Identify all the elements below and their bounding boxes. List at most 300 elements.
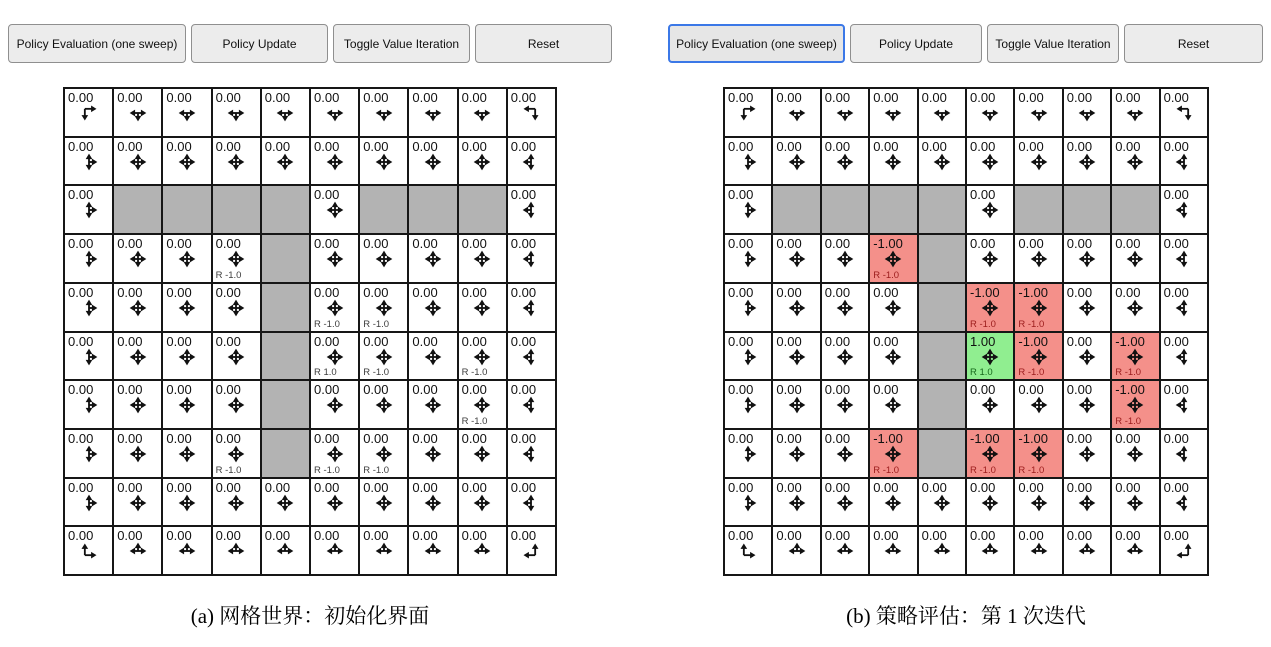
cell-value: 0.00 (1066, 382, 1093, 398)
grid-cell (213, 284, 260, 331)
grid-cell (822, 89, 868, 136)
cell-value: 0.00 (728, 90, 754, 105)
cell-value: 0.00 (68, 236, 94, 252)
policy-arrow-icon-lur (213, 541, 260, 561)
wall-cell (919, 235, 965, 282)
policy-arrow-icon-udlr (822, 249, 868, 269)
cell-value: 0.00 (412, 382, 438, 398)
cell-value: 0.00 (776, 430, 802, 446)
policy-arrow-icon-udlr (311, 395, 358, 415)
cell-value: -1.00 (873, 236, 903, 252)
grid-cell (1112, 381, 1158, 428)
policy-arrow-icon-udlr (213, 395, 260, 415)
grid-cell (870, 138, 916, 185)
grid-cell (213, 381, 260, 428)
cell-value: 0.00 (1115, 90, 1141, 105)
cell-value: 0.00 (166, 333, 192, 349)
cell-value: 0.00 (776, 382, 802, 398)
cell-value: 0.00 (510, 479, 537, 495)
cell-value: 0.00 (68, 187, 94, 203)
policy-arrow-icon-udlr (459, 444, 506, 464)
policy-arrow-icon-uld (508, 395, 555, 415)
cell-value: 0.00 (68, 138, 94, 154)
policy-arrow-icon-udlr (773, 249, 819, 269)
policy-arrow-icon-lrd (163, 103, 210, 123)
grid-cell (459, 284, 506, 331)
cell-value: 0.00 (215, 284, 241, 300)
policy-arrow-icon-udlr (822, 298, 868, 318)
policy-arrow-icon-udlr (773, 152, 819, 172)
cell-value: 0.00 (1018, 138, 1044, 154)
policy-arrow-icon-udlr (114, 493, 161, 513)
grid-cell (1015, 527, 1061, 574)
grid-cell (459, 527, 506, 574)
wall-cell (163, 186, 210, 233)
grid-cell (1161, 235, 1207, 282)
wall-cell (1064, 186, 1110, 233)
grid-cell (1112, 138, 1158, 185)
cell-value: 0.00 (314, 187, 340, 203)
cell-value: 0.00 (363, 479, 389, 495)
policy-arrow-icon-udlr (311, 200, 358, 220)
cell-value: 0.00 (728, 382, 754, 398)
cell-value: 0.00 (215, 90, 241, 105)
grid-cell (114, 284, 161, 331)
grid-cell (262, 479, 309, 526)
wall-cell (213, 186, 260, 233)
cell-value: 0.00 (363, 284, 389, 300)
policy-arrow-icon-ld (1161, 103, 1207, 123)
cell-value: 0.00 (314, 90, 340, 105)
grid-cell (725, 89, 771, 136)
cell-value: 0.00 (510, 138, 537, 154)
policy-arrow-icon-urd (65, 493, 112, 513)
cell-value: 0.00 (412, 284, 438, 300)
cell-value: 0.00 (824, 333, 851, 349)
policy-update-button[interactable]: Policy Update (850, 24, 982, 63)
policy-arrow-icon-udlr (1112, 152, 1158, 172)
grid-cell (409, 284, 456, 331)
grid-cell (213, 527, 260, 574)
grid-cell (163, 284, 210, 331)
cell-value: 0.00 (215, 236, 241, 252)
grid-cell (114, 138, 161, 185)
cell-value: 0.00 (68, 333, 94, 349)
policy-arrow-icon-udlr (1112, 395, 1158, 415)
policy-arrow-icon-udlr (773, 298, 819, 318)
cell-value: 0.00 (873, 138, 899, 154)
grid-cell (1015, 333, 1061, 380)
cell-value: -1.00 (970, 430, 1000, 446)
wall-cell (262, 381, 309, 428)
policy-arrow-icon-udlr (360, 395, 407, 415)
grid-cell (1015, 479, 1061, 526)
policy-arrow-icon-udlr (773, 347, 819, 367)
grid-cell (360, 284, 407, 331)
policy-arrow-icon-urd (725, 249, 771, 269)
cell-value: 0.00 (363, 430, 389, 446)
cell-value: 0.00 (1163, 138, 1189, 154)
cell-value: 0.00 (1066, 430, 1093, 446)
reward-label: R -1.0 (314, 464, 340, 476)
cell-value: 0.00 (412, 138, 438, 154)
grid-cell (1064, 333, 1110, 380)
policy-arrow-icon-lur (1112, 541, 1158, 561)
grid-cell (1015, 381, 1061, 428)
grid-cell (459, 138, 506, 185)
reward-label: R 1.0 (314, 367, 337, 379)
cell-value: 0.00 (776, 284, 802, 300)
cell-value: 0.00 (68, 430, 94, 446)
policy-arrow-icon-lrd (409, 103, 456, 123)
cell-value: 1.00 (970, 333, 996, 349)
policy-arrow-icon-udlr (870, 249, 916, 269)
policy-arrow-icon-uld (1161, 493, 1207, 513)
cell-value: 0.00 (873, 333, 899, 349)
grid-cell (725, 333, 771, 380)
policy-arrow-icon-udlr (459, 298, 506, 318)
policy-arrow-icon-lrd (459, 103, 506, 123)
policy-arrow-icon-uld (1161, 347, 1207, 367)
cell-value: 0.00 (1163, 430, 1189, 446)
grid-cell (65, 284, 112, 331)
grid-cell (311, 527, 358, 574)
policy-arrow-icon-udlr (163, 444, 210, 464)
cell-value: 0.00 (117, 528, 143, 544)
grid-cell (1161, 527, 1207, 574)
cell-value: 0.00 (264, 138, 291, 154)
grid-cell (725, 235, 771, 282)
cell-value: 0.00 (461, 528, 487, 544)
policy-arrow-icon-lrd (822, 103, 868, 123)
policy-arrow-icon-udlr (822, 347, 868, 367)
cell-value: 0.00 (728, 430, 754, 446)
cell-value: 0.00 (461, 236, 487, 252)
policy-arrow-icon-udlr (213, 249, 260, 269)
cell-value: 0.00 (1163, 333, 1189, 349)
reset-button[interactable]: Reset (1124, 24, 1263, 63)
cell-value: 0.00 (314, 528, 340, 544)
policy-arrow-icon-udlr (1064, 152, 1110, 172)
grid-cell (459, 381, 506, 428)
grid-cell (725, 430, 771, 477)
cell-value: 0.00 (1066, 90, 1093, 105)
cell-value: 0.00 (461, 479, 487, 495)
cell-value: 0.00 (1018, 479, 1044, 495)
policy-arrow-icon-udlr (163, 493, 210, 513)
policy-arrow-icon-lur (773, 541, 819, 561)
wall-cell (1112, 186, 1158, 233)
grid-cell (360, 235, 407, 282)
reset-button[interactable]: Reset (475, 24, 612, 63)
policy-arrow-icon-udlr (163, 249, 210, 269)
cell-value: 0.00 (728, 138, 754, 154)
policy-arrow-icon-uld (1161, 249, 1207, 269)
cell-value: 0.00 (824, 479, 851, 495)
cell-value: 0.00 (921, 90, 947, 105)
cell-value: 0.00 (363, 528, 389, 544)
cell-value: 0.00 (776, 479, 802, 495)
cell-value: 0.00 (728, 284, 754, 300)
cell-value: 0.00 (970, 90, 996, 105)
policy-evaluation-button[interactable]: Policy Evaluation (one sweep) (8, 24, 186, 63)
grid-cell (822, 479, 868, 526)
policy-arrow-icon-ul (1161, 541, 1207, 561)
cell-value: 0.00 (873, 528, 899, 544)
cell-value: 0.00 (970, 138, 996, 154)
policy-arrow-icon-udlr (114, 444, 161, 464)
cell-value: 0.00 (215, 382, 241, 398)
cell-value: 0.00 (215, 430, 241, 446)
policy-arrow-icon-udlr (919, 493, 965, 513)
cell-value: -1.00 (1115, 333, 1145, 349)
cell-value: 0.00 (824, 90, 851, 105)
grid-cell (725, 381, 771, 428)
grid-cell (773, 479, 819, 526)
policy-arrow-icon-udlr (919, 152, 965, 172)
wall-cell (870, 186, 916, 233)
grid-cell (163, 430, 210, 477)
policy-arrow-icon-uld (508, 200, 555, 220)
cell-value: 0.00 (166, 382, 192, 398)
cell-value: 0.00 (1115, 138, 1141, 154)
cell-value: 0.00 (166, 236, 192, 252)
policy-arrow-icon-ul (508, 541, 555, 561)
grid-cell (163, 235, 210, 282)
policy-arrow-icon-udlr (163, 152, 210, 172)
reward-label: R -1.0 (1018, 464, 1045, 476)
policy-arrow-icon-lur (311, 541, 358, 561)
cell-value: 0.00 (166, 284, 192, 300)
policy-arrow-icon-urd (65, 395, 112, 415)
cell-value: 0.00 (510, 187, 537, 203)
grid-cell (822, 333, 868, 380)
policy-arrow-icon-uld (1161, 444, 1207, 464)
grid-cell (967, 89, 1013, 136)
grid-cell (725, 479, 771, 526)
cell-value: 0.00 (166, 479, 192, 495)
grid-cell (163, 138, 210, 185)
grid-cell (1112, 430, 1158, 477)
grid-cell (508, 527, 555, 574)
cell-value: 0.00 (1066, 333, 1093, 349)
policy-arrow-icon-lrd (262, 103, 309, 123)
cell-value: 0.00 (68, 528, 94, 544)
grid-cell (311, 89, 358, 136)
grid-cell (919, 479, 965, 526)
cell-value: 0.00 (1018, 528, 1044, 544)
policy-arrow-icon-lrd (1015, 103, 1061, 123)
policy-arrow-icon-urd (65, 298, 112, 318)
cell-value: 0.00 (314, 236, 340, 252)
grid-cell (773, 235, 819, 282)
wall-cell (262, 186, 309, 233)
policy-arrow-icon-udlr (213, 152, 260, 172)
grid-cell (773, 138, 819, 185)
policy-arrow-icon-udlr (1015, 395, 1061, 415)
cell-value: 0.00 (117, 138, 143, 154)
cell-value: 0.00 (1163, 187, 1189, 203)
policy-arrow-icon-lur (163, 541, 210, 561)
grid-cell (262, 527, 309, 574)
grid-cell (508, 284, 555, 331)
policy-arrow-icon-udlr (1015, 444, 1061, 464)
cell-value: 0.00 (510, 528, 537, 544)
grid-cell (1161, 430, 1207, 477)
grid-cell (114, 235, 161, 282)
policy-arrow-icon-udlr (114, 152, 161, 172)
policy-arrow-icon-lur (870, 541, 916, 561)
cell-value: 0.00 (1163, 90, 1189, 105)
policy-arrow-icon-udlr (311, 298, 358, 318)
grid-cell (822, 284, 868, 331)
wall-cell (262, 235, 309, 282)
policy-arrow-icon-udlr (1112, 298, 1158, 318)
grid-cell (163, 527, 210, 574)
grid-cell (967, 479, 1013, 526)
toggle-value-iteration-button[interactable]: Toggle Value Iteration (987, 24, 1119, 63)
cell-value: 0.00 (510, 333, 537, 349)
reward-label: R -1.0 (461, 367, 488, 379)
grid-cell (870, 89, 916, 136)
policy-arrow-icon-udlr (1112, 249, 1158, 269)
grid-cell (1161, 284, 1207, 331)
gridworld-board (723, 87, 1209, 576)
policy-arrow-icon-rd (725, 103, 771, 123)
cell-value: 0.00 (728, 528, 754, 544)
cell-value: 0.00 (314, 479, 340, 495)
reward-label: R -1.0 (461, 415, 488, 427)
policy-arrow-icon-udlr (311, 249, 358, 269)
policy-arrow-icon-udlr (409, 298, 456, 318)
grid-cell (1112, 479, 1158, 526)
wall-cell (919, 430, 965, 477)
policy-arrow-icon-udlr (870, 444, 916, 464)
toggle-value-iteration-button[interactable]: Toggle Value Iteration (333, 24, 470, 63)
cell-value: 0.00 (776, 138, 802, 154)
grid-cell (1064, 284, 1110, 331)
policy-arrow-icon-uld (508, 347, 555, 367)
cell-value: 0.00 (68, 284, 94, 300)
reward-label: R -1.0 (1018, 318, 1045, 330)
policy-arrow-icon-udlr (1064, 347, 1110, 367)
cell-value: 0.00 (776, 236, 802, 252)
policy-arrow-icon-udlr (311, 444, 358, 464)
cell-value: 0.00 (728, 333, 754, 349)
policy-arrow-icon-udlr (1064, 298, 1110, 318)
cell-value: 0.00 (68, 479, 94, 495)
grid-cell (360, 527, 407, 574)
policy-arrow-icon-ur (65, 541, 112, 561)
policy-arrow-icon-udlr (1112, 444, 1158, 464)
policy-arrow-icon-lur (409, 541, 456, 561)
cell-value: 0.00 (1163, 528, 1189, 544)
grid-cell (1161, 186, 1207, 233)
grid-cell (163, 89, 210, 136)
grid-cell (459, 333, 506, 380)
grid-cell (262, 138, 309, 185)
grid-cell (163, 479, 210, 526)
reward-label: R 1.0 (970, 367, 993, 379)
cell-value: 0.00 (461, 382, 487, 398)
grid-cell (311, 333, 358, 380)
cell-value: 0.00 (412, 333, 438, 349)
grid-cell (409, 235, 456, 282)
grid-cell (773, 284, 819, 331)
policy-arrow-icon-udlr (967, 152, 1013, 172)
grid-cell (773, 89, 819, 136)
cell-value: 0.00 (873, 284, 899, 300)
policy-arrow-icon-udlr (822, 152, 868, 172)
policy-evaluation-button[interactable]: Policy Evaluation (one sweep) (668, 24, 845, 63)
cell-value: 0.00 (166, 528, 192, 544)
wall-cell (919, 284, 965, 331)
cell-value: 0.00 (117, 479, 143, 495)
policy-arrow-icon-urd (65, 444, 112, 464)
cell-value: 0.00 (873, 382, 899, 398)
grid-cell (459, 235, 506, 282)
policy-arrow-icon-udlr (773, 395, 819, 415)
policy-arrow-icon-udlr (213, 347, 260, 367)
cell-value: 0.00 (166, 430, 192, 446)
cell-value: 0.00 (117, 90, 143, 105)
grid-cell (65, 138, 112, 185)
wall-cell (1015, 186, 1061, 233)
policy-arrow-icon-udlr (409, 395, 456, 415)
wall-cell (114, 186, 161, 233)
cell-value: -1.00 (1018, 284, 1049, 300)
grid-cell (213, 430, 260, 477)
cell-value: 0.00 (824, 528, 851, 544)
policy-arrow-icon-urd (725, 298, 771, 318)
policy-arrow-icon-lur (459, 541, 506, 561)
policy-arrow-icon-udlr (213, 444, 260, 464)
grid-cell (967, 527, 1013, 574)
cell-value: 0.00 (776, 90, 802, 105)
cell-value: -1.00 (1018, 430, 1049, 446)
grid-cell (65, 333, 112, 380)
cell-value: 0.00 (117, 333, 143, 349)
cell-value: 0.00 (728, 479, 754, 495)
grid-cell (1161, 381, 1207, 428)
grid-cell (213, 333, 260, 380)
wall-cell (262, 284, 309, 331)
policy-arrow-icon-urd (725, 200, 771, 220)
wall-cell (262, 333, 309, 380)
grid-cell (773, 381, 819, 428)
cell-value: 0.00 (264, 90, 291, 105)
grid-cell (1112, 284, 1158, 331)
policy-arrow-icon-lur (360, 541, 407, 561)
policy-arrow-icon-udlr (360, 444, 407, 464)
grid-cell (311, 235, 358, 282)
cell-value: 0.00 (970, 382, 996, 398)
policy-arrow-icon-lur (1015, 541, 1061, 561)
policy-arrow-icon-udlr (1112, 493, 1158, 513)
policy-update-button[interactable]: Policy Update (191, 24, 328, 63)
cell-value: 0.00 (1066, 479, 1093, 495)
policy-arrow-icon-udlr (967, 298, 1013, 318)
cell-value: 0.00 (363, 90, 389, 105)
wall-cell (773, 186, 819, 233)
policy-arrow-icon-lrd (1064, 103, 1110, 123)
cell-value: 0.00 (117, 382, 143, 398)
policy-arrow-icon-udlr (163, 395, 210, 415)
grid-cell (1015, 235, 1061, 282)
cell-value: 0.00 (1163, 284, 1189, 300)
cell-value: 0.00 (264, 528, 291, 544)
cell-value: 0.00 (412, 430, 438, 446)
